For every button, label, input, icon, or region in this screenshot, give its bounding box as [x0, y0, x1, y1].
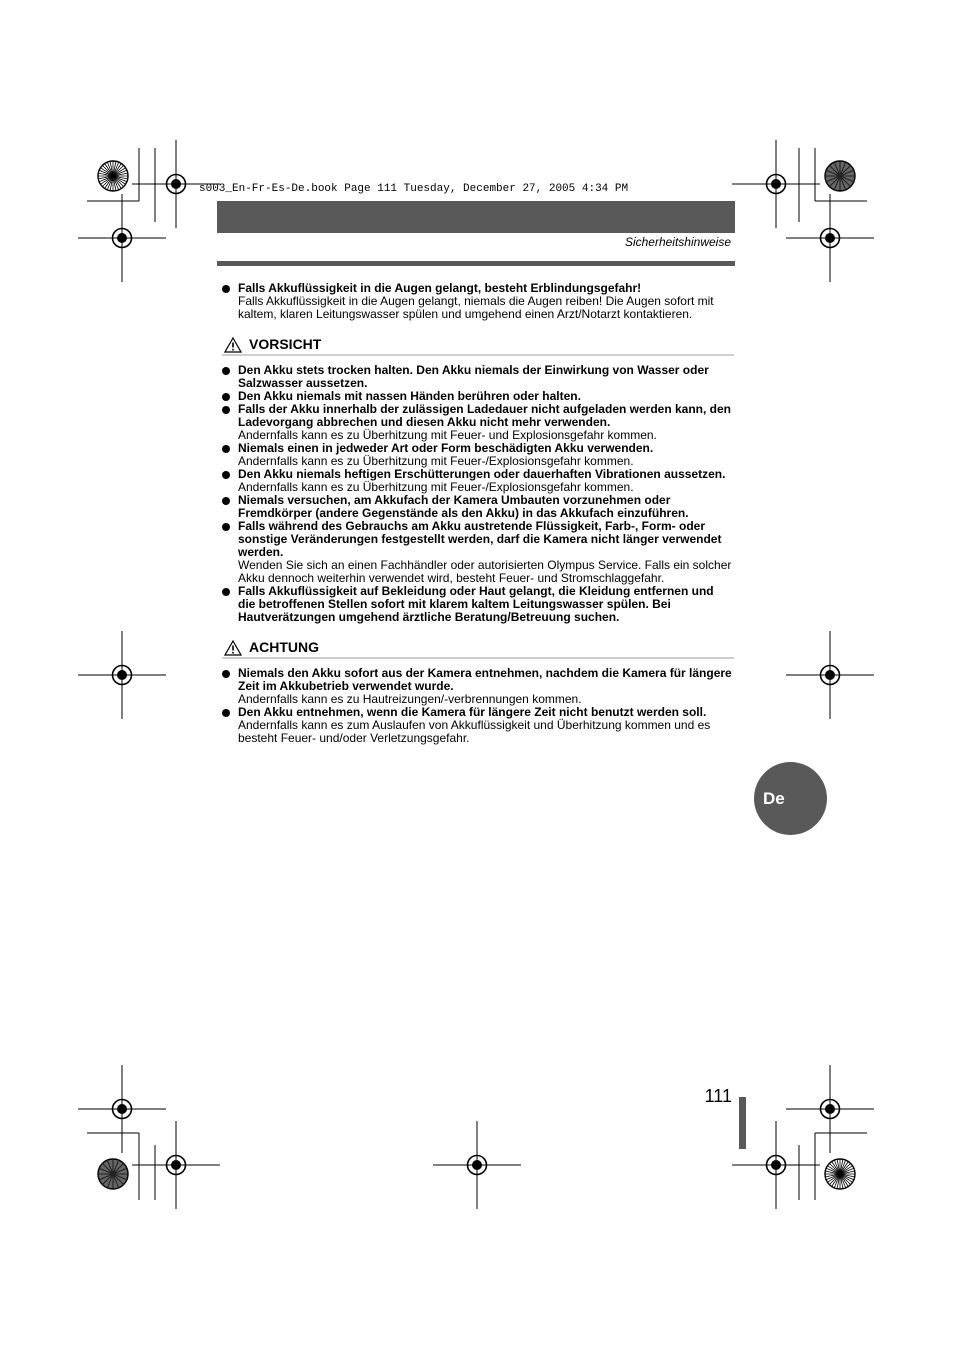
list-item	[222, 667, 734, 706]
page-number: 111	[704, 1086, 732, 1106]
warning-icon	[224, 640, 242, 656]
bullet-icon	[222, 367, 230, 375]
bullet-icon	[222, 709, 230, 717]
list-item	[222, 282, 734, 321]
heading-rule	[222, 657, 734, 659]
item-body: Andernfalls kann es zu Überhitzung mit Feuer-/Explosionsgefahr kommen.	[238, 454, 634, 468]
item-title: Falls Akkuflüssigkeit auf Bekleidung oder Haut gelangt, die Kleidung entfernen und die betroffenen Stellen sofort mit klarem kaltem Leitungswasser spülen. Bei Hautverätzungen umgehend ärztliche Beratung/Betreuung suchen.	[238, 584, 714, 624]
heading-rule	[222, 354, 734, 356]
item-title: Niemals einen in jedweder Art oder Form beschädigten Akku verwenden.	[238, 441, 654, 455]
bullet-icon	[222, 588, 230, 596]
item-body: Andernfalls kann es zu Überhitzung mit Feuer- und Explosionsgefahr kommen.	[238, 428, 657, 442]
vorsicht-heading	[222, 336, 734, 354]
warning-icon	[224, 337, 242, 353]
page-content	[222, 282, 734, 745]
achtung-heading-text: ACHTUNG	[249, 639, 319, 655]
item-title: Den Akku niemals heftigen Erschütterungen oder dauerhaften Vibrationen aussetzen.	[238, 467, 726, 481]
vorsicht-heading-text: VORSICHT	[249, 336, 322, 352]
list-item	[222, 494, 734, 520]
list-item	[222, 520, 734, 585]
page-number-bar	[739, 1097, 746, 1149]
item-title: Niemals versuchen, am Akkufach der Kamera Umbauten vorzunehmen oder Fremdkörper (andere Gegenstände als den Akku) in das Akkufach einzuführen.	[238, 493, 689, 520]
item-body: Andernfalls kann es zu Hautreizungen/-verbrennungen kommen.	[238, 692, 582, 706]
list-item	[222, 442, 734, 468]
item-body: Wenden Sie sich an einen Fachhändler oder autorisierten Olympus Service. Falls ein solcher Akku dennoch weiterhin verwendet wird, besteht Feuer- und Stromschlaggefahr.	[238, 558, 732, 585]
header-bar	[217, 201, 735, 233]
achtung-heading	[222, 639, 734, 657]
item-title: Niemals den Akku sofort aus der Kamera entnehmen, nachdem die Kamera für längere Zeit im Akkubetrieb verwendet wurde.	[238, 666, 732, 693]
print-slug: s003_En-Fr-Es-De.book Page 111 Tuesday, December 27, 2005 4:34 PM	[199, 183, 629, 195]
bullet-icon	[222, 497, 230, 505]
bullet-icon	[222, 670, 230, 678]
item-title: Den Akku stets trocken halten. Den Akku niemals der Einwirkung von Wasser oder Salzwasser aussetzen.	[238, 363, 709, 390]
list-item	[222, 364, 734, 390]
item-body: Andernfalls kann es zu Überhitzung mit Feuer-/Explosionsgefahr kommen.	[238, 480, 634, 494]
bullet-icon	[222, 406, 230, 414]
item-title: Falls während des Gebrauchs am Akku austretende Flüssigkeit, Farb-, Form- oder sonstige Veränderungen festgestellt werden, darf die Kamera nicht länger verwendet werden.	[238, 519, 722, 559]
bullet-icon	[222, 523, 230, 531]
item-body: Andernfalls kann es zum Auslaufen von Akkuflüssigkeit und Überhitzung kommen und es besteht Feuer- und/oder Verletzungsgefahr.	[238, 718, 711, 745]
list-item	[222, 403, 734, 442]
language-tab: De	[754, 762, 827, 835]
bullet-icon	[222, 445, 230, 453]
list-item	[222, 468, 734, 494]
bullet-icon	[222, 285, 230, 293]
bullet-icon	[222, 471, 230, 479]
item-body: Falls Akkuflüssigkeit in die Augen gelangt, niemals die Augen reiben! Die Augen sofort mit kaltem, klaren Leitungswasser spülen und umgehend einen Arzt/Notarzt kontaktieren.	[238, 294, 714, 321]
item-title: Falls der Akku innerhalb der zulässigen Ladedauer nicht aufgeladen werden kann, den Ladevorgang abbrechen und diesen Akku nicht mehr verwenden.	[238, 402, 732, 429]
item-title: Den Akku entnehmen, wenn die Kamera für längere Zeit nicht benutzt werden soll.	[238, 705, 707, 719]
item-title: Falls Akkuflüssigkeit in die Augen gelangt, besteht Erblindungsgefahr!	[238, 281, 642, 295]
item-title: Den Akku niemals mit nassen Händen berühren oder halten.	[238, 389, 581, 403]
list-item	[222, 585, 734, 624]
list-item	[222, 706, 734, 745]
bullet-icon	[222, 393, 230, 401]
header-rule	[217, 261, 735, 266]
section-title: Sicherheitshinweise	[624, 235, 731, 249]
